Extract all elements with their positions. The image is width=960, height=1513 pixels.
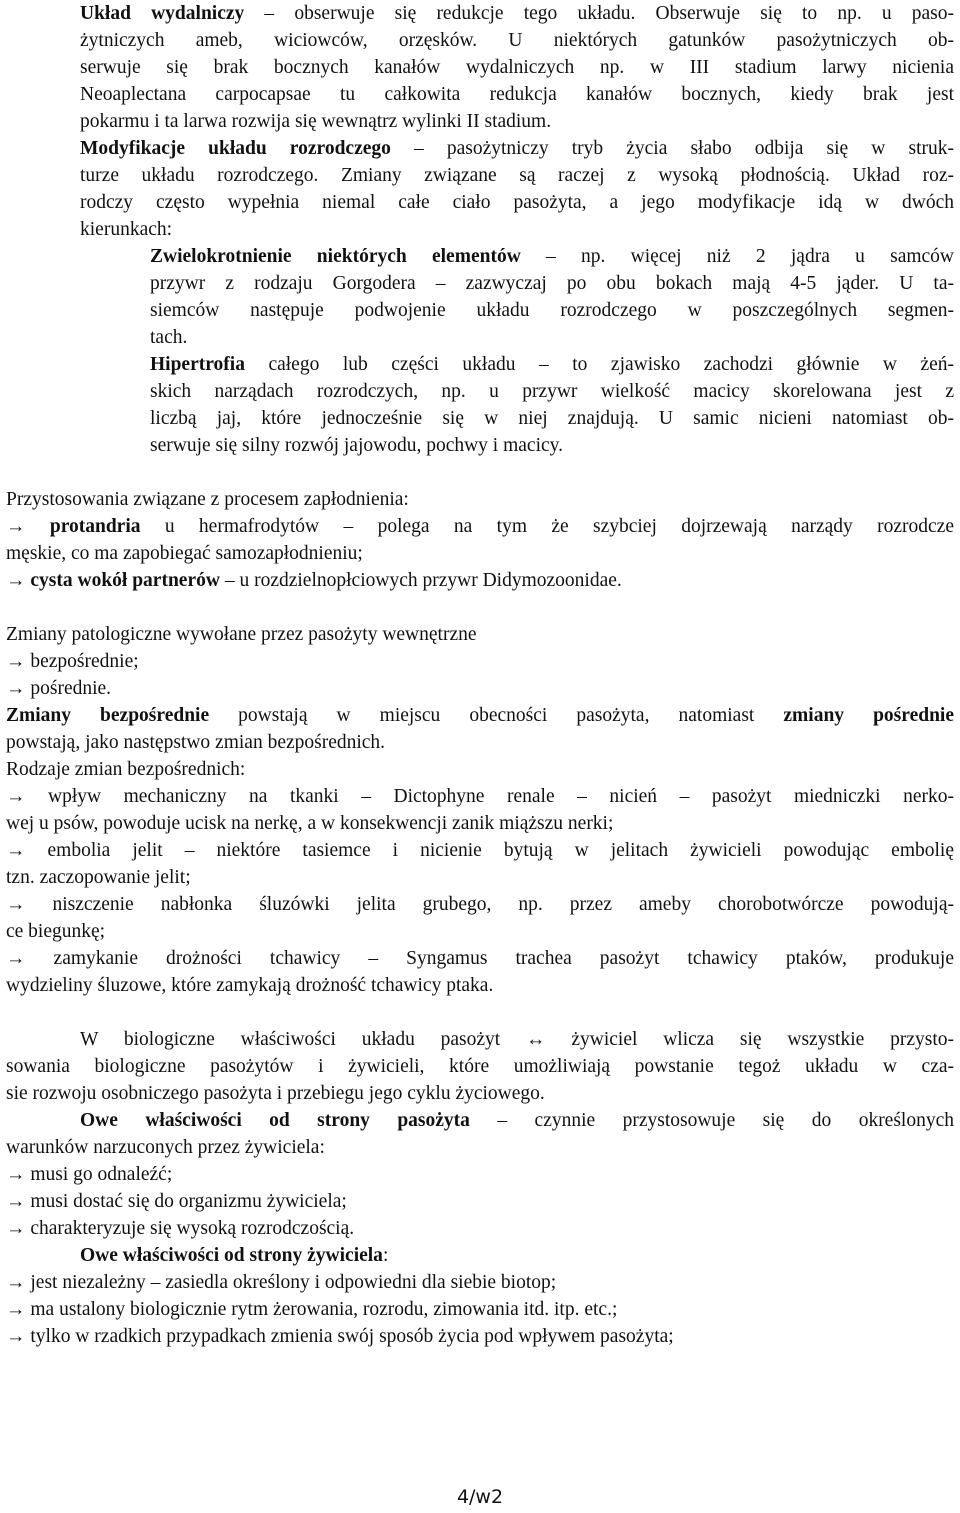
- text-run: → ma ustalony biologicznie rytm żerowania, rozrodu, zimowania itd. itp. etc.;: [6, 1299, 618, 1320]
- text-line: [6, 972, 954, 999]
- text-run: przywr z rodzaju Gorgodera – zazwyczaj po obu bokach mają 4-5 jąder. U ta-: [150, 273, 954, 294]
- text-line: [6, 1269, 954, 1296]
- text-run: →: [6, 516, 50, 537]
- text-run: sowania biologiczne pasożytów i żywicieli, które umożliwiają powstanie tegoż układu w cza-: [6, 1056, 954, 1077]
- text-line: [6, 702, 954, 729]
- text-run: – pasożytniczy tryb życia słabo odbija się w struk-: [390, 138, 954, 159]
- bold-term: cysta wokół partnerów: [30, 570, 220, 591]
- text-line: [150, 405, 954, 432]
- text-line: [150, 297, 954, 324]
- text-run: powstają w miejscu obecności pasożyta, natomiast: [209, 705, 784, 726]
- text-run: Przystosowania związane z procesem zapłodnienia:: [6, 489, 409, 510]
- text-run: → jest niezależny – zasiedla określony i odpowiedni dla siebie biotop;: [6, 1272, 557, 1293]
- text-run: warunków narzuconych przez żywiciela:: [6, 1137, 325, 1158]
- text-run: żytniczych ameb, wiciowców, orzęsków. U niektórych gatunków pasożytniczych ob-: [80, 30, 954, 51]
- bold-term: Zmiany bezpośrednie: [6, 705, 210, 726]
- bold-term: Owe właściwości od strony żywiciela: [80, 1245, 383, 1266]
- text-run: Zmiany patologiczne wywołane przez pasożyty wewnętrzne: [6, 624, 477, 645]
- text-line: [80, 189, 954, 216]
- text-line: [6, 486, 954, 513]
- text-line: [6, 945, 954, 972]
- text-line: [80, 216, 954, 243]
- text-run: W biologiczne właściwości układu pasożyt ↔ żywiciel wlicza się wszystkie przysto-: [80, 1029, 954, 1050]
- text-line: [6, 864, 954, 891]
- text-line: [6, 1323, 954, 1350]
- text-run: sie rozwoju osobniczego pasożyta i przebiegu jego cyklu życiowego.: [6, 1083, 545, 1104]
- text-run: – u rozdzielnopłciowych przywr Didymozoonidae.: [219, 570, 622, 591]
- text-line: [6, 1188, 954, 1215]
- text-line: [6, 810, 954, 837]
- bold-term: Owe właściwości od strony pasożyta: [80, 1110, 470, 1131]
- text-line: [150, 432, 954, 459]
- text-line: [80, 27, 954, 54]
- text-run: męskie, co ma zapobiegać samozapłodnieniu;: [6, 543, 363, 564]
- bold-term: protandria: [49, 516, 141, 537]
- text-line: [80, 1107, 954, 1134]
- text-line: [80, 54, 954, 81]
- text-run: całego lub części układu – to zjawisko zachodzi głównie w żeń-: [244, 354, 954, 375]
- text-run: → embolia jelit – niektóre tasiemce i nicienie bytują w jelitach żywicieli powodując embolię: [6, 840, 954, 861]
- text-line: [6, 540, 954, 567]
- text-line: [80, 81, 954, 108]
- text-run: serwuje się silny rozwój jajowodu, pochwy i macicy.: [150, 435, 564, 456]
- bold-term: Układ wydalniczy: [80, 3, 245, 24]
- text-line: [80, 135, 954, 162]
- text-run: pokarmu i ta larwa rozwija się wewnątrz wylinki II stadium.: [80, 111, 552, 132]
- text-run: powstają, jako następstwo zmian bezpośrednich.: [6, 732, 386, 753]
- text-run: :: [382, 1245, 389, 1266]
- text-run: rodczy często wypełnia niemal całe ciało pasożyta, a jego modyfikacje idą w dwóch: [80, 192, 954, 213]
- text-run: tach.: [150, 327, 188, 348]
- text-line: [80, 0, 954, 27]
- text-run: → tylko w rzadkich przypadkach zmienia swój sposób życia pod wpływem pasożyta;: [6, 1326, 674, 1347]
- text-line: [6, 648, 954, 675]
- text-line: [6, 567, 954, 594]
- text-line: [150, 270, 954, 297]
- text-run: → musi dostać się do organizmu żywiciela;: [6, 1191, 347, 1212]
- bold-term: Modyfikacje układu rozrodczego: [80, 138, 391, 159]
- text-line: [6, 918, 954, 945]
- text-run: – czynnie przystosowuje się do określonych: [469, 1110, 954, 1131]
- text-line: [6, 756, 954, 783]
- text-run: serwuje się brak bocznych kanałów wydalniczych np. w III stadium larwy nicienia: [80, 57, 954, 78]
- text-run: skich narządach rozrodczych, np. u przywr wielkość macicy skorelowana jest z: [150, 381, 954, 402]
- text-run: liczbą jaj, które jednocześnie się w niej znajdują. U samic nicieni natomiast ob-: [150, 408, 954, 429]
- text-line: [150, 378, 954, 405]
- text-line: [6, 837, 954, 864]
- text-line: [6, 1080, 954, 1107]
- text-line: [80, 1242, 954, 1269]
- text-run: → niszczenie nabłonka śluzówki jelita grubego, np. przez ameby chorobotwórcze powodują-: [6, 894, 954, 915]
- bold-term: Hipertrofia: [150, 354, 245, 375]
- text-line: [6, 1215, 954, 1242]
- text-line: [150, 243, 954, 270]
- text-line: [6, 621, 954, 648]
- text-line: [6, 513, 954, 540]
- text-line: [6, 1053, 954, 1080]
- text-line: [80, 108, 954, 135]
- text-line: [6, 1161, 954, 1188]
- text-run: wydzieliny śluzowe, które zamykają drożność tchawicy ptaka.: [6, 975, 494, 996]
- text-run: turze układu rozrodczego. Zmiany związane są raczej z wysoką płodnością. Układ roz-: [80, 165, 954, 186]
- text-line: [80, 162, 954, 189]
- bold-term: Zwielokrotnienie niektórych elementów: [150, 246, 521, 267]
- text-line: [6, 1296, 954, 1323]
- text-run: siemców następuje podwojenie układu rozrodczego w poszczególnych segmen-: [150, 300, 954, 321]
- text-run: ce biegunkę;: [6, 921, 106, 942]
- text-line: [6, 891, 954, 918]
- text-line: [150, 351, 954, 378]
- text-run: tzn. zaczopowanie jelit;: [6, 867, 191, 888]
- text-line: [6, 729, 954, 756]
- text-run: → zamykanie drożności tchawicy – Syngamus trachea pasożyt tchawicy ptaków, produkuje: [6, 948, 954, 969]
- text-run: → pośrednie.: [6, 678, 112, 699]
- text-line: [6, 1134, 954, 1161]
- text-line: [80, 1026, 954, 1053]
- text-run: – np. więcej niż 2 jądra u samców: [520, 246, 954, 267]
- text-run: Neoaplectana carpocapsae tu całkowita redukcja kanałów bocznych, kiedy brak jest: [80, 84, 954, 105]
- text-run: Rodzaje zmian bezpośrednich:: [6, 759, 246, 780]
- text-run: → musi go odnaleźć;: [6, 1164, 173, 1185]
- text-run: u hermafrodytów – polega na tym że szybciej dojrzewają narządy rozrodcze: [140, 516, 954, 537]
- text-line: [6, 675, 954, 702]
- text-run: kierunkach:: [80, 219, 173, 240]
- text-run: → bezpośrednie;: [6, 651, 139, 672]
- text-run: – obserwuje się redukcje tego układu. Obserwuje się to np. u paso-: [244, 3, 954, 24]
- text-line: [150, 324, 954, 351]
- text-run: → charakteryzuje się wysoką rozrodczością.: [6, 1218, 355, 1239]
- text-line: [6, 783, 954, 810]
- text-run: wej u psów, powoduje ucisk na nerkę, a w konsekwencji zanik miąższu nerki;: [6, 813, 614, 834]
- text-run: → wpływ mechaniczny na tkanki – Dictophyne renale – nicień – pasożyt miedniczki nerko-: [6, 786, 954, 807]
- text-run: →: [6, 570, 31, 591]
- page-number: 4/w2: [456, 1486, 504, 1508]
- bold-term: zmiany pośrednie: [783, 705, 954, 726]
